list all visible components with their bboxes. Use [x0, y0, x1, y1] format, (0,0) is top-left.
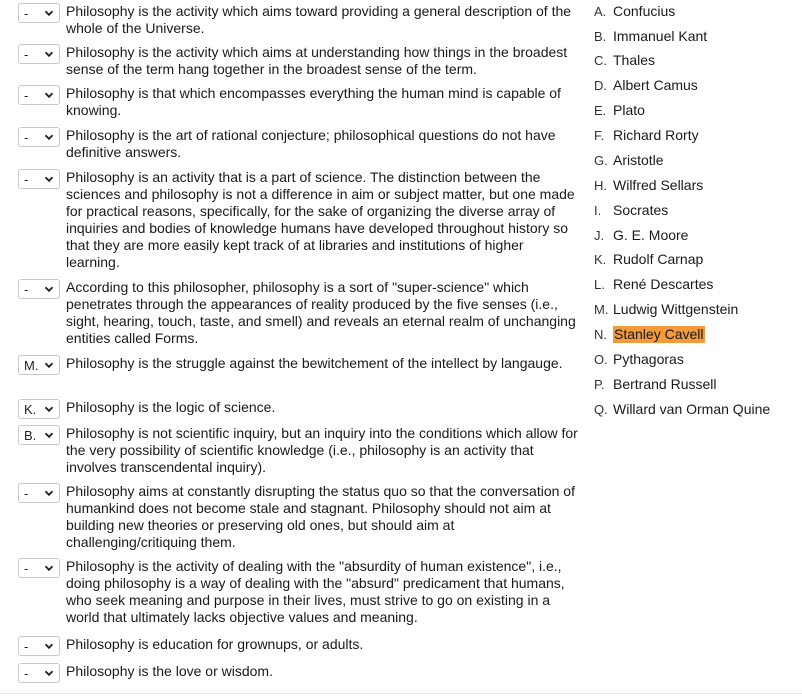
dropdown-value: -: [24, 560, 29, 576]
option-name: Thales: [613, 52, 656, 68]
question-text: Philosophy is an activity that is a part of science. The distinction between the sciences and philosophy is not a difference in aim or subject matter, but one made for practical reasons, specifically, for the sake of organizing the diverse array of inquiries and bodies of knowledge humans have developed throughout history so that they are more easily kept track of at libraries and institutions of higher learning.: [66, 169, 575, 270]
question-text: Philosophy is the art of rational conjecture; philosophical questions do not have definitive answers.: [66, 127, 556, 160]
answer-dropdown[interactable]: [18, 425, 60, 445]
dropdown-value: -: [24, 638, 29, 654]
option-letter: L.: [594, 277, 605, 292]
option-name: Plato: [613, 102, 645, 118]
option-item: [594, 152, 664, 169]
dropdown-value: -: [24, 281, 29, 297]
question-text: Philosophy is the logic of science.: [66, 399, 276, 415]
option-item: [594, 77, 698, 94]
option-letter: M.: [594, 302, 609, 317]
chevron-down-icon: [43, 429, 55, 441]
question-text: Philosophy is the activity which aims at understanding how things in the broadest sense of the term hang together in the broadest sense of the term.: [66, 44, 568, 77]
match-row: [18, 425, 580, 476]
dropdown-value: -: [24, 129, 29, 145]
question-text: Philosophy is that which encompasses everything the human mind is capable of knowing.: [66, 85, 561, 118]
option-item: [594, 177, 703, 194]
answer-dropdown[interactable]: [18, 3, 60, 23]
dropdown-value: M.: [24, 357, 39, 373]
match-row: [18, 127, 580, 161]
chevron-down-icon: [43, 7, 55, 19]
dropdown-value: -: [24, 665, 29, 681]
option-name: Ludwig Wittgenstein: [613, 301, 739, 317]
option-name: Socrates: [613, 202, 669, 218]
chevron-down-icon: [43, 283, 55, 295]
dropdown-value: -: [24, 485, 29, 501]
answer-dropdown[interactable]: [18, 399, 60, 419]
option-letter: N.: [594, 327, 607, 342]
answer-dropdown[interactable]: [18, 279, 60, 299]
option-item: [594, 3, 675, 20]
option-name: Confucius: [613, 3, 676, 19]
answer-dropdown[interactable]: [18, 169, 60, 189]
dropdown-value: K.: [24, 401, 37, 417]
option-name: Richard Rorty: [613, 127, 699, 143]
option-name: G. E. Moore: [613, 227, 689, 243]
chevron-down-icon: [43, 89, 55, 101]
option-item: [594, 127, 699, 144]
chevron-down-icon: [43, 640, 55, 652]
option-letter: A.: [594, 4, 607, 19]
option-name: Immanuel Kant: [613, 28, 708, 44]
chevron-down-icon: [43, 487, 55, 499]
match-row: [18, 399, 580, 419]
option-name: Willard van Orman Quine: [613, 401, 771, 417]
question-text: Philosophy is the struggle against the bewitchement of the intellect by langauge.: [66, 355, 563, 371]
match-row: [18, 663, 580, 683]
match-row: [18, 558, 580, 626]
option-item: [594, 52, 655, 69]
match-row: [18, 279, 580, 347]
option-letter: I.: [594, 203, 602, 218]
answer-dropdown[interactable]: [18, 44, 60, 64]
match-row: [18, 85, 580, 119]
option-letter: E.: [594, 103, 607, 118]
match-row: [18, 169, 580, 271]
option-letter: D.: [594, 78, 607, 93]
answer-dropdown[interactable]: [18, 558, 60, 578]
option-item: [594, 202, 668, 219]
option-name: René Descartes: [613, 276, 714, 292]
chevron-down-icon: [43, 667, 55, 679]
option-letter: K.: [594, 252, 607, 267]
question-text: Philosophy aims at constantly disrupting the status quo so that the conversation of humankind does not become stale and stagnant. Philosophy should not aim at building new theories or preserving old ones, but should aim at challenging/critiquing them.: [66, 483, 575, 550]
chevron-down-icon: [43, 359, 55, 371]
option-letter: B.: [594, 29, 607, 44]
option-item: [594, 376, 717, 393]
chevron-down-icon: [43, 173, 55, 185]
match-row: [18, 44, 580, 78]
dropdown-value: B.: [24, 427, 37, 443]
answer-dropdown[interactable]: [18, 85, 60, 105]
option-item: [594, 102, 645, 119]
chevron-down-icon: [43, 403, 55, 415]
dropdown-value: -: [24, 5, 29, 21]
option-name: Rudolf Carnap: [613, 251, 704, 267]
match-row: [18, 636, 580, 656]
option-letter: Q.: [594, 402, 608, 417]
option-item: [594, 227, 688, 244]
question-text: According to this philosopher, philosophy is a sort of "super-science" which penetrates through the appearances of reality produced by the five senses (i.e., sight, hearing, touch, taste, and smell) and reveals an eternal realm of unchanging entities called Forms.: [66, 279, 576, 346]
option-letter: G.: [594, 153, 608, 168]
option-name: Aristotle: [613, 152, 664, 168]
match-row: [18, 3, 580, 37]
chevron-down-icon: [43, 131, 55, 143]
question-text: Philosophy is the activity of dealing with the "absurdity of human existence", i.e., doing philosophy is a way of dealing with the "absurd" predicament that humans, who seek meaning and purpose in their lives, must strive to go on existing in a world that ultimately lacks objective values and meaning.: [66, 558, 565, 625]
option-letter: F.: [594, 128, 605, 143]
option-item: [594, 276, 713, 293]
option-letter: O.: [594, 352, 608, 367]
option-letter: J.: [594, 228, 605, 243]
answer-dropdown[interactable]: [18, 636, 60, 656]
dropdown-value: -: [24, 46, 29, 62]
option-name: Pythagoras: [613, 351, 684, 367]
divider: [0, 693, 802, 694]
option-item: [594, 401, 770, 418]
option-letter: H.: [594, 178, 607, 193]
dropdown-value: -: [24, 87, 29, 103]
question-text: Philosophy is not scientific inquiry, but an inquiry into the conditions which allow for the very possibility of scientific knowledge (i.e., philosophy is an activity that involves transcendental inquiry).: [66, 425, 578, 475]
option-item: [594, 28, 707, 45]
option-name: Albert Camus: [613, 77, 698, 93]
chevron-down-icon: [43, 48, 55, 60]
answer-dropdown[interactable]: [18, 127, 60, 147]
option-name: Wilfred Sellars: [613, 177, 704, 193]
option-letter: P.: [594, 377, 605, 392]
option-item: [594, 301, 738, 318]
answer-dropdown[interactable]: [18, 483, 60, 503]
option-item: [594, 351, 684, 368]
question-text: Philosophy is the activity which aims toward providing a general description of the whole of the Universe.: [66, 3, 572, 36]
option-name-highlighted: Stanley Cavell: [614, 326, 704, 342]
option-item: [594, 251, 703, 268]
chevron-down-icon: [43, 562, 55, 574]
match-row: [18, 355, 580, 375]
question-text: Philosophy is the love or wisdom.: [66, 663, 273, 679]
option-item-highlighted: [594, 326, 705, 343]
answer-dropdown[interactable]: [18, 355, 60, 375]
dropdown-value: -: [24, 171, 29, 187]
match-row: [18, 483, 580, 551]
answer-dropdown[interactable]: [18, 663, 60, 683]
option-letter: C.: [594, 53, 607, 68]
option-name: Bertrand Russell: [613, 376, 717, 392]
question-text: Philosophy is education for grownups, or adults.: [66, 636, 364, 652]
